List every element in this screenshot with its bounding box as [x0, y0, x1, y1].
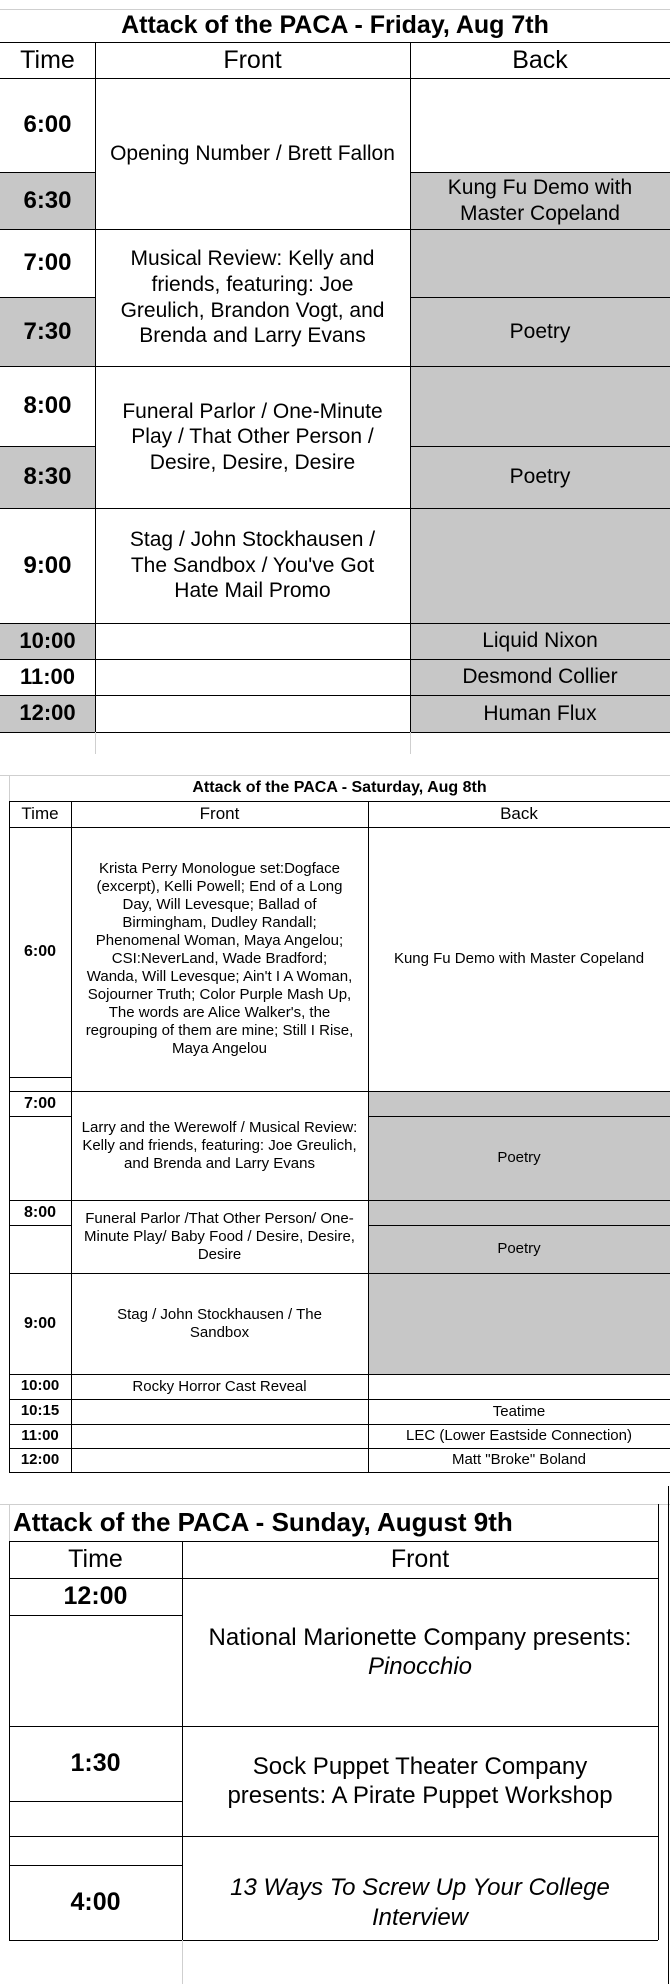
saturday-title: Attack of the PACA - Saturday, Aug 8th — [192, 779, 487, 797]
saturday-time: 11:00 — [21, 1426, 59, 1444]
friday-back-kungfu: Kung Fu Demo with Master Copeland — [447, 175, 633, 225]
sunday-title: Attack of the PACA - Sunday, August 9th — [13, 1506, 513, 1537]
saturday-time: 9:00 — [23, 1314, 57, 1332]
saturday-front-krista: Krista Perry Monologue set:Dogface (excerpt), Kelli Powell; End of a Long Day, Will Levesque; Ballad of Birmingham, Dudley Randall; Phenomenal Woman, Maya Angelou; CSI:NeverLand, Wade Bradford; Wanda, Will Levesque; Ain't I A Woman, Sojourner Truth; Color Purple Mash Up, The words are Alice Walker's, the regrouping of them are mine; Still I Rise, Maya Angelou — [85, 860, 354, 1057]
sunday-pinocchio-text: Pinocchio — [367, 1653, 473, 1680]
saturday-time: 12:00 — [20, 1450, 60, 1468]
saturday-time: 10:15 — [20, 1402, 60, 1420]
friday-back-human-flux: Human Flux — [483, 701, 597, 725]
friday-header-time: Time — [20, 45, 75, 74]
saturday-front-larry: Larry and the Werewolf / Musical Review: Kelly and friends, featuring: Joe Greulich, and Brenda and Larry Evans — [81, 1118, 358, 1172]
friday-front-musical: Musical Review: Kelly and friends, featuring: Joe Greulich, Brandon Vogt, and Brenda and Larry Evans — [120, 247, 385, 348]
saturday-back-teatime: Teatime — [492, 1402, 546, 1420]
sunday-header-time: Time — [68, 1545, 123, 1574]
saturday-back-poetry: Poetry — [497, 1240, 541, 1257]
saturday-back-poetry: Poetry — [497, 1149, 541, 1166]
sunday-header-front: Front — [390, 1545, 450, 1574]
gray-cell — [368, 1273, 670, 1374]
sunday-time: 1:30 — [70, 1749, 121, 1778]
sunday-front-13-ways: 13 Ways To Screw Up Your College Interview — [230, 1874, 610, 1931]
saturday-time: 8:00 — [23, 1203, 57, 1221]
friday-time: 6:00 — [23, 111, 72, 139]
friday-title: Attack of the PACA - Friday, Aug 7th — [121, 11, 549, 40]
sunday-front-sock-puppet: Sock Puppet Theater Company presents: A Pirate Puppet Workshop — [227, 1752, 613, 1809]
saturday-front-funeral: Funeral Parlor /That Other Person/ One-Minute Play/ Baby Food / Desire, Desire, Desire — [84, 1209, 355, 1263]
friday-time: 6:30 — [23, 186, 72, 214]
saturday-front-stag: Stag / John Stockhausen / The Sandbox — [117, 1305, 322, 1341]
friday-front-stag: Stag / John Stockhausen / The Sandbox / You've Got Hate Mail Promo — [129, 528, 376, 603]
friday-time: 7:30 — [23, 317, 72, 345]
friday-back-liquid-nixon: Liquid Nixon — [482, 629, 598, 653]
saturday-time: 7:00 — [23, 1094, 57, 1112]
friday-time: 12:00 — [19, 700, 76, 726]
friday-back-poetry: Poetry — [509, 465, 571, 489]
gray-cell — [410, 508, 670, 623]
saturday-header-back: Back — [500, 803, 538, 823]
saturday-header-front: Front — [199, 803, 240, 823]
friday-time: 8:30 — [23, 463, 72, 491]
saturday-front-rocky: Rocky Horror Cast Reveal — [132, 1377, 307, 1395]
sunday-national-text: National Marionette Company presents: — [208, 1623, 632, 1651]
saturday-header-time: Time — [21, 803, 59, 823]
friday-front-opening: Opening Number / Brett Fallon — [110, 141, 395, 165]
sunday-front-national-marionette — [182, 1578, 658, 1726]
friday-front-funeral: Funeral Parlor / One-Minute Play / That Other Person / Desire, Desire, Desire — [122, 399, 383, 474]
friday-time: 9:00 — [23, 551, 72, 579]
saturday-time: 10:00 — [20, 1377, 60, 1395]
friday-time: 10:00 — [19, 627, 76, 653]
saturday-time: 6:00 — [23, 943, 57, 961]
friday-time: 8:00 — [23, 392, 72, 420]
friday-back-poetry: Poetry — [509, 319, 571, 343]
friday-time: 11:00 — [19, 663, 76, 689]
gray-cell — [368, 1091, 670, 1116]
saturday-back-lec: LEC (Lower Eastside Connection) — [406, 1427, 632, 1444]
friday-time: 7:00 — [23, 249, 72, 277]
saturday-back-matt-boland: Matt "Broke" Boland — [451, 1451, 587, 1468]
sunday-time: 12:00 — [63, 1582, 128, 1611]
friday-header-front: Front — [223, 45, 282, 74]
saturday-back-kungfu: Kung Fu Demo with Master Copeland — [393, 950, 645, 967]
friday-back-desmond-collier: Desmond Collier — [462, 665, 618, 689]
gray-cell — [368, 1200, 670, 1225]
friday-header-back: Back — [512, 45, 568, 74]
sunday-time: 4:00 — [70, 1888, 121, 1917]
